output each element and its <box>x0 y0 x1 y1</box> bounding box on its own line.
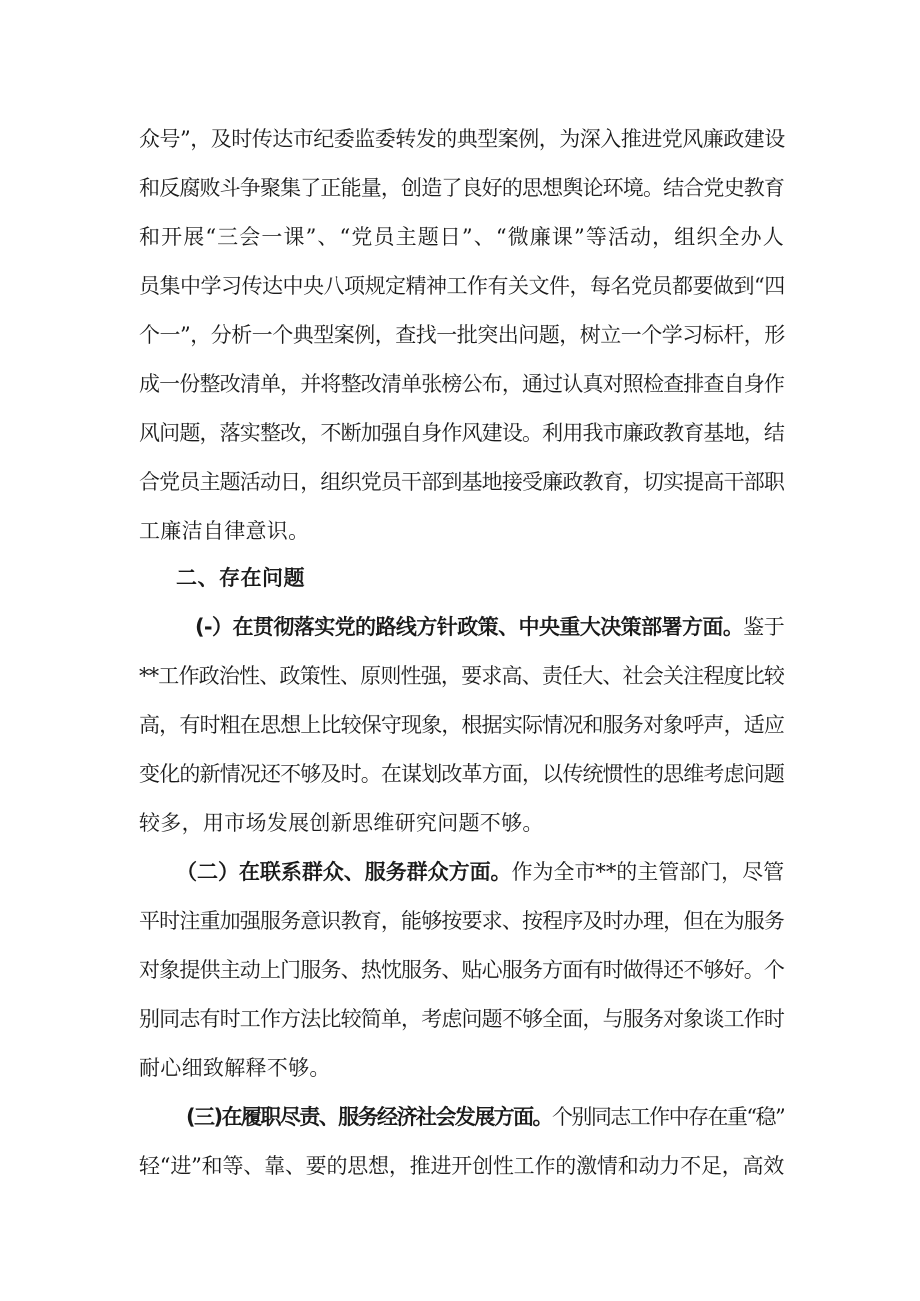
para1-line-3: 和开展“三会一课”、“党员主题日”、“微廉课”等活动，组织全办人 <box>139 225 784 249</box>
para3-line-2: 平时注重加强服务意识教育，能够按要求、按程序及时办理，但在为服务 <box>139 909 784 933</box>
para2-line-2: **工作政治性、政策性、原则性强，要求高、责任大、社会关注程度比较 <box>139 664 784 688</box>
para2-lead: (-）在贯彻落实党的路线方针政策、中央重大决策部署方面。 <box>195 615 744 639</box>
para2-line-5: 较多，用市场发展创新思维研究问题不够。 <box>139 811 544 835</box>
para3-lead: （二）在联系群众、服务群众方面。 <box>176 860 512 884</box>
para3-line-3: 对象提供主动上门服务、热忱服务、贴心服务方面有时做得还不够好。个 <box>139 958 784 982</box>
para1-line-8: 合党员主题活动日，组织党员干部到基地接受廉政教育，切实提高干部职 <box>139 470 784 494</box>
para4-first-line <box>186 1102 784 1132</box>
para3-first-rest: 作为全市**的主管部门，尽管 <box>511 860 784 884</box>
para1-line-2: 和反腐败斗争聚集了正能量，创造了良好的思想舆论环境。结合党史教育 <box>139 176 784 200</box>
para2-line-3: 高，有时粗在思想上比较保守现象，根据实际情况和服务对象呼声，适应 <box>139 713 784 737</box>
para3-line-5: 耐心细致解释不够。 <box>139 1056 331 1080</box>
para1-line-1: 众号”，及时传达市纪委监委转发的典型案例，为深入推进党风廉政建设 <box>139 127 785 151</box>
para2-first-line <box>195 612 784 642</box>
para1-line-5: 个一”，分析一个典型案例，查找一批突出问题，树立一个学习标杆，形 <box>139 323 785 347</box>
para1-line-4: 员集中学习传达中央八项规定精神工作有关文件，每名党员都要做到“四 <box>139 274 785 298</box>
para1-line-9: 工廉洁自律意识。 <box>139 519 310 543</box>
para1-line-6: 成一份整改清单，并将整改清单张榜公布，通过认真对照检查排查自身作 <box>139 372 784 396</box>
section-heading: 二、存在问题 <box>176 566 305 590</box>
para3-line-4: 别同志有时工作方法比较简单，考虑问题不够全面，与服务对象谈工作时 <box>139 1007 784 1031</box>
para3-first-line <box>176 857 784 887</box>
para2-line-4: 变化的新情况还不够及时。在谋划改革方面，以传统惯性的思维考虑问题 <box>139 762 784 786</box>
para4-lead: (三)在履职尽责、服务经济社会发展方面。 <box>186 1105 552 1129</box>
para4-first-rest: 个别同志工作中存在重“稳” <box>551 1105 784 1129</box>
para1-line-7: 风问题，落实整改，不断加强自身作风建设。利用我市廉政教育基地，结 <box>139 421 784 445</box>
para2-first-rest: 鉴于 <box>743 615 784 639</box>
para4-line-2: 轻“进”和等、靠、要的思想，推进开创性工作的激情和动力不足，高效 <box>139 1154 784 1178</box>
